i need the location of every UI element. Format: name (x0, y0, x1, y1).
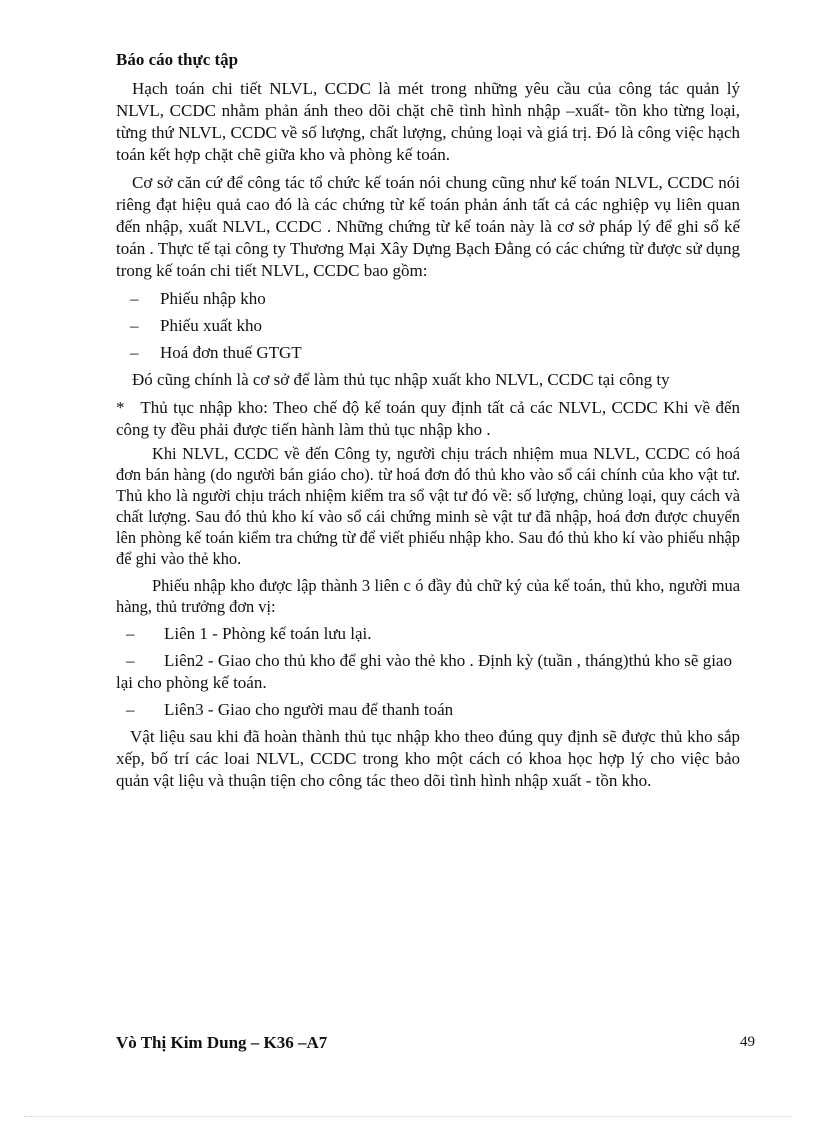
page-number: 49 (740, 1034, 755, 1050)
list-item-text: Hoá đơn thuế GTGT (160, 343, 302, 362)
paragraph-copies: Phiếu nhập kho được lập thành 3 liên c ó đầy đủ chữ ký của kế toán, thủ kho, người mua hàng, thủ trưởng đơn vị: (116, 576, 740, 616)
bullet-dash: – (130, 343, 139, 362)
bullet-dash: – (126, 700, 135, 719)
list-item-text: Liên 1 - Phòng kế toán lưu lại. (164, 624, 372, 643)
document-body (116, 78, 740, 798)
paragraph-procedure-text: Thủ tục nhập kho: Theo chế độ kế toán quy định tất cả các NLVL, CCDC Khi về đến công ty đều phải được tiến hành làm thủ tục nhập kho . (116, 398, 740, 439)
asterisk-marker: * (116, 398, 125, 417)
list-item (116, 650, 740, 694)
list-item-text: Liên3 - Giao cho người mau để thanh toán (164, 700, 454, 719)
list-item-text: Phiếu xuất kho (160, 316, 262, 335)
paragraph-storage: Vật liệu sau khi đã hoàn thành thủ tục nhập kho theo đúng quy định sẽ được thủ kho sắp xếp, bố trí các loai NLVL, CCDC trong kho một cách có khoa học hợp lý cho việc bảo quản vật liệu và thuận tiện cho công tác theo dõi tình hình nhập xuất - tồn kho. (116, 727, 740, 790)
list-item (116, 315, 740, 337)
list-item (116, 699, 740, 721)
list-item (116, 623, 740, 645)
bullet-dash: – (126, 651, 135, 670)
bullet-dash: – (130, 316, 139, 335)
list-item (116, 288, 740, 310)
paragraph-basis-note: Đó cũng chính là cơ sở để làm thủ tục nhập xuất kho NLVL, CCDC tại công ty (132, 370, 670, 389)
paragraph-intro: Hạch toán chi tiết NLVL, CCDC là mét trong những yêu cầu của công tác quản lý NLVL, CCDC nhằm phản ánh theo dõi chặt chẽ tình hình nhập –xuất- tồn kho từng loại, từng thứ NLVL, CCDC về số lượng, chất lượng, chủng loại và giá trị. Đó là công việc hạch toán kết hợp chặt chẽ giữa kho và phòng kế toán. (116, 79, 740, 164)
paragraph-basis: Cơ sở căn cứ để công tác tổ chức kế toán nói chung cũng như kế toán NLVL, CCDC nói riêng đạt hiệu quả cao đó là các chứng từ kế toán phản ánh tất cả các nghiệp vụ liên quan đến nhập, xuất NLVL, CCDC . Những chứng từ kế toán này là cơ sở pháp lý để ghi sổ kế toán . Thực tế tại công ty Thương Mại Xây Dựng Bạch Đằng có các chứng từ được sử dụng trong kế toán chi tiết NLVL, CCDC bao gồm: (116, 173, 740, 280)
footer-author: Vò Thị Kim Dung – K36 –A7 (116, 1033, 328, 1052)
bullet-dash: – (126, 624, 135, 643)
page-divider (24, 1116, 792, 1117)
list-item-text: Phiếu nhập kho (160, 289, 266, 308)
list-item-text: Liên2 - Giao cho thủ kho để ghi vào thẻ kho . Định kỳ (tuần , tháng)thủ kho sẽ giao lại cho phòng kế toán. (116, 651, 732, 692)
report-header: Báo cáo thực tập (116, 50, 239, 69)
list-item (116, 342, 740, 364)
paragraph-receipt: Khi NLVL, CCDC về đến Công ty, người chịu trách nhiệm mua NLVL, CCDC có hoá đơn bán hàng (do người bán giáo cho). từ hoá đơn đó thủ kho vào sổ cái chính của kho vật tư. Thủ kho là người chịu trách nhiệm kiểm tra sổ vật tư đó về: số lượng, chủng loại, quy cách và chất lượng. Sau đó thủ kho kí vào sổ cái chứng minh sè vật tư đã nhập, hoá đơn được chuyển lên phòng kế toán kiểm tra chứng từ để viết phiếu nhập kho. Sau đó thủ kho kí vào phiếu nhập để ghi vào thẻ kho. (116, 444, 740, 568)
bullet-dash: – (130, 289, 139, 308)
paragraph-procedure (116, 397, 740, 441)
